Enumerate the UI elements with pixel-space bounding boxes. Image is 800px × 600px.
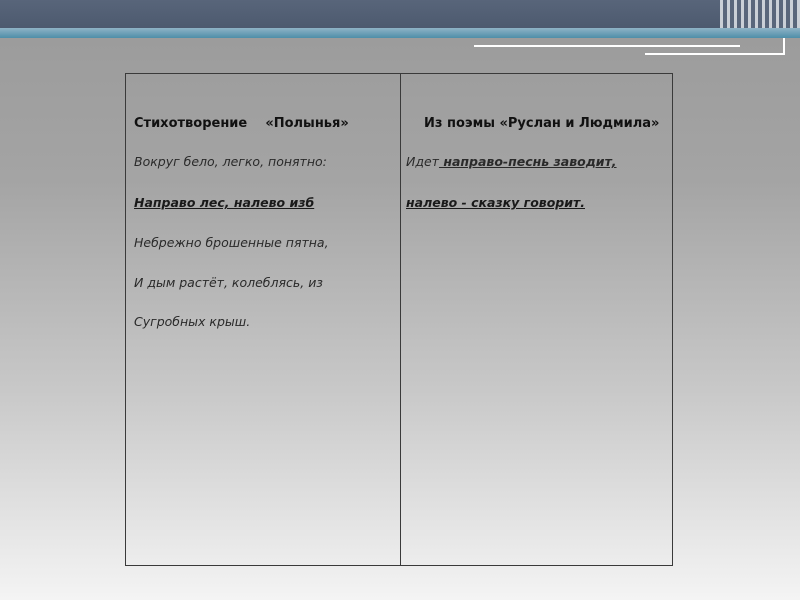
decorative-stripes bbox=[720, 0, 800, 28]
decorative-line bbox=[474, 45, 740, 47]
poem-line-highlighted: Направо лес, налево изб bbox=[134, 195, 315, 210]
comparison-table bbox=[125, 73, 673, 566]
poem-line-highlighted: направо-песнь заводит, bbox=[438, 154, 617, 169]
left-cell bbox=[134, 74, 396, 565]
left-cell-title: Стихотворение «Полынья» bbox=[134, 116, 349, 131]
right-cell-title: Из поэмы «Руслан и Людмила» bbox=[424, 116, 660, 131]
decorative-line bbox=[645, 53, 785, 55]
poem-line bbox=[406, 154, 617, 169]
right-cell bbox=[406, 74, 668, 565]
column-divider bbox=[400, 74, 401, 565]
poem-line: Вокруг бело, легко, понятно: bbox=[134, 154, 327, 169]
poem-line: Сугробных крыш. bbox=[134, 314, 251, 329]
poem-line-highlighted: налево - сказку говорит. bbox=[406, 195, 585, 210]
poem-line-prefix: Идет bbox=[406, 154, 439, 169]
poem-line: И дым растёт, колеблясь, из bbox=[134, 275, 323, 290]
decorative-line bbox=[783, 38, 785, 54]
poem-line: Небрежно брошенные пятна, bbox=[134, 235, 329, 250]
accent-band bbox=[0, 28, 800, 38]
title-bar bbox=[0, 0, 800, 28]
